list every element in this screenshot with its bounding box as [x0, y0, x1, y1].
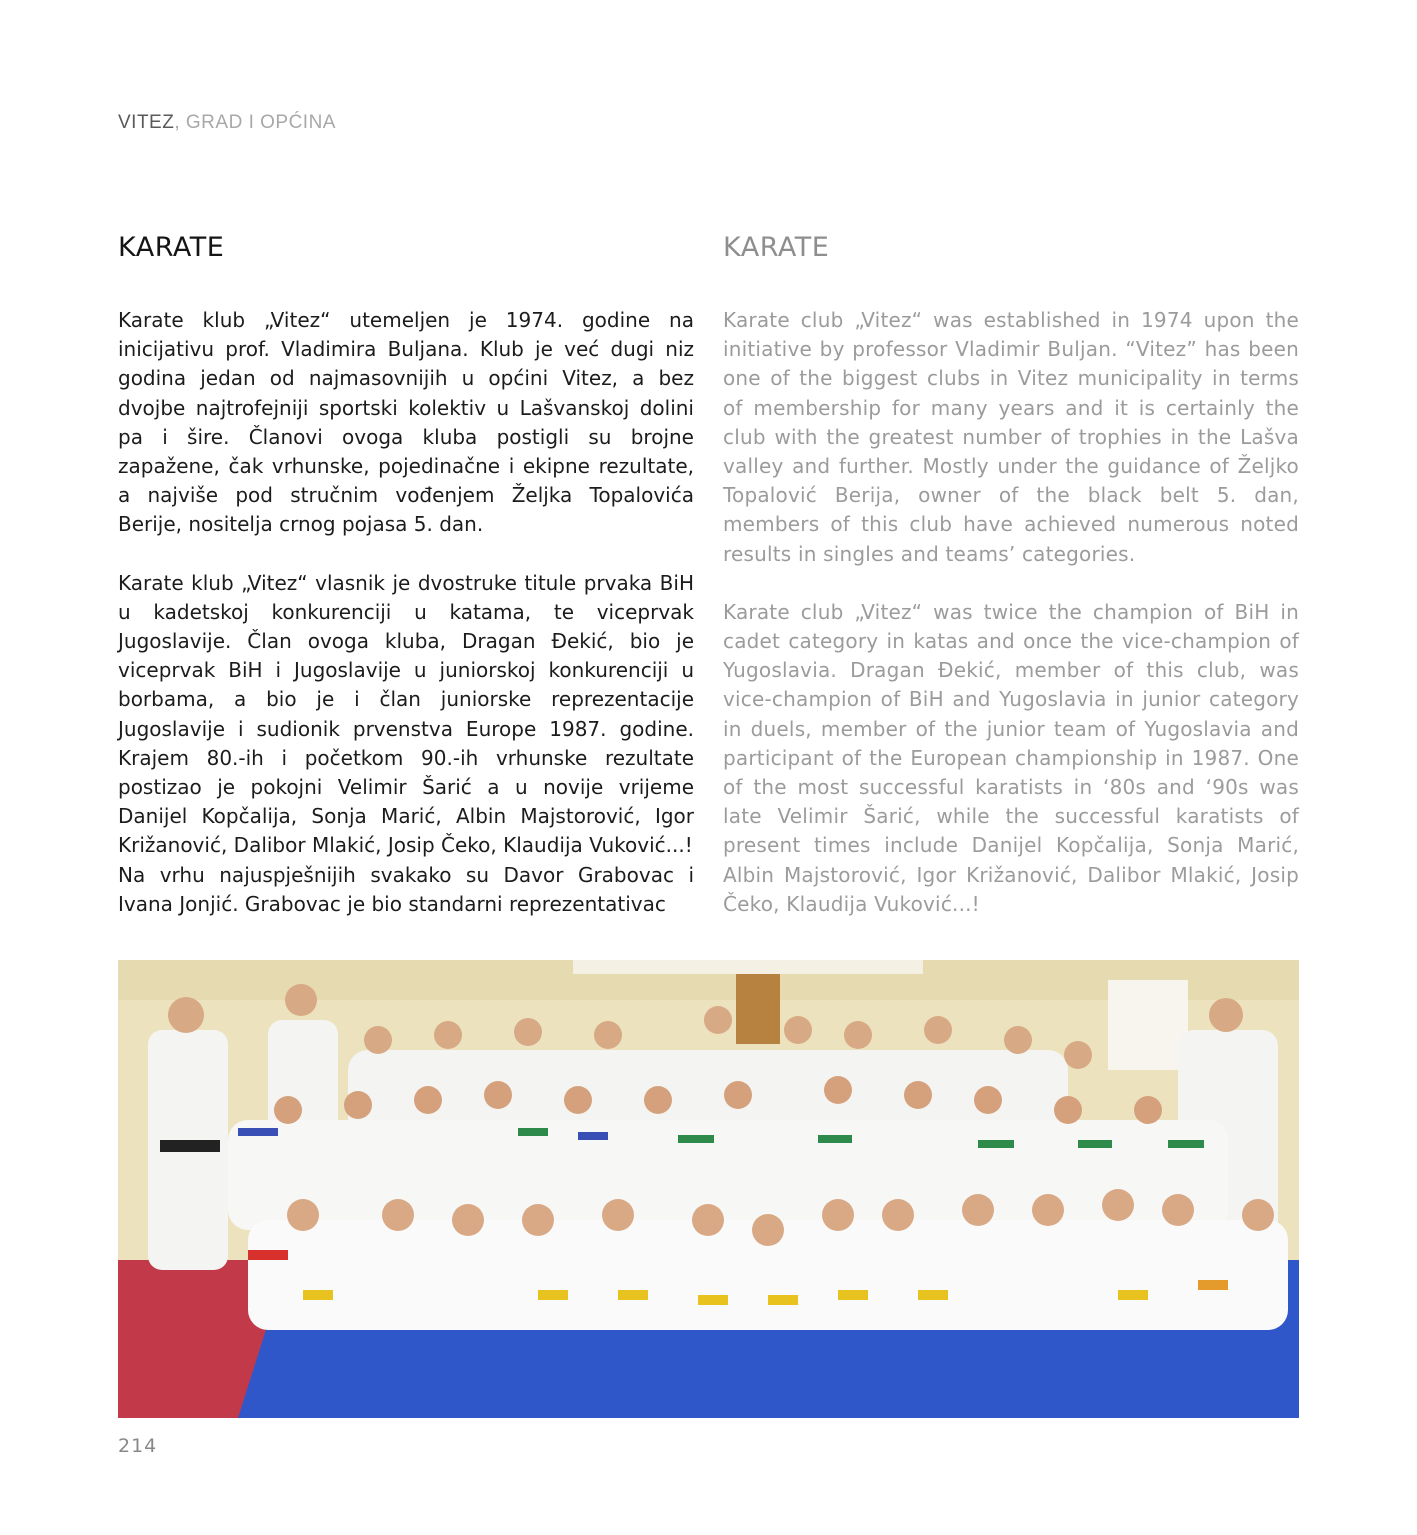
croatian-column — [118, 230, 694, 919]
english-column — [723, 230, 1299, 919]
croatian-paragraph-1: Karate klub „Vitez“ utemeljen je 1974. godine na inicijativu prof. Vladimira Buljana. Klub je već dugi niz godina jedan od najmasovnijih u općini Vitez, a bez dvojbe najtrofejniji sportski kolektiv u Lašvanskoj dolini pa i šire. Članovi ovoga kluba postigli su brojne zapažene, čak vrhunske, pojedinačne i ekipne rezultate, a najviše pod stručnim vođenjem Željka Topalovića Berije, nositelja crnog pojasa 5. dan. — [118, 308, 694, 537]
photo-middle-row — [228, 1120, 1228, 1230]
photo-window — [1108, 980, 1188, 1070]
running-head-subtitle: , GRAD I OPĆINA — [174, 112, 336, 133]
croatian-paragraph-3: Na vrhu najuspješnijih svakako su Davor Grabovac i Ivana Jonjić. Grabovac je bio standarni reprezentativac — [118, 862, 694, 916]
english-paragraph-2: Karate club „Vitez“ was twice the champion of BiH in cadet category in katas and once the vice-champion of Yugoslavia. Dragan Đekić, member of this club, was vice-champion of BiH and Yugoslavia in junior category in duels, member of the junior team of Yugoslavia and participant of the European championship in 1987. One of the most successful karatists in ‘80s and ‘90s was late Velimir Šarić, while the successful karatists of present times include Danijel Kopčalija, Sonja Marić, Albin Majstorović, Igor Križanović, Dalibor Mlakić, Josip Čeko, Klaudija Vuković...! — [723, 599, 1299, 916]
running-head — [118, 112, 336, 134]
english-title: KARATE — [723, 232, 830, 263]
croatian-title: KARATE — [118, 232, 225, 263]
photo-black-belt — [160, 1140, 220, 1152]
english-paragraph-1: Karate club „Vitez“ was established in 1974 upon the initiative by professor Vladimir Buljan. “Vitez” has been one of the biggest clubs in Vitez municipality in terms of membership for many years and it is certainly the club with the greatest number of trophies in the Lašva valley and further. Mostly under the guidance of Željko Topalović Berija, owner of the black belt 5. dan, members of this club have achieved numerous noted results in singles and teams’ categories. — [723, 308, 1299, 566]
photo-banner — [573, 960, 923, 974]
page-number: 214 — [118, 1435, 158, 1457]
karate-club-group-photo — [118, 960, 1299, 1418]
running-head-section: VITEZ — [118, 112, 175, 133]
group-photo-illustration — [118, 960, 1299, 1418]
croatian-paragraph-2: Karate klub „Vitez“ vlasnik je dvostruke titule prvaka BiH u kadetskoj konkurenciji u katama, te viceprvak Jugoslavije. Član ovoga kluba, Dragan Đekić, bio je viceprvak BiH i Jugoslavije u juniorskoj konkurenciji u borbama, a bio je i član juniorske reprezentacije Jugoslavije i sudionik prvenstva Europe 1987. godine. Krajem 80.-ih i početkom 90.-ih vrhunske rezultate postizao je pokojni Velimir Šarić a u novije vrijeme Danijel Kopčalija, Sonja Marić, Albin Majstorović, Igor Križanović, Dalibor Mlakić, Josip Čeko, Klaudija Vuković...! — [118, 570, 694, 858]
photo-wood-panel — [736, 974, 780, 1044]
